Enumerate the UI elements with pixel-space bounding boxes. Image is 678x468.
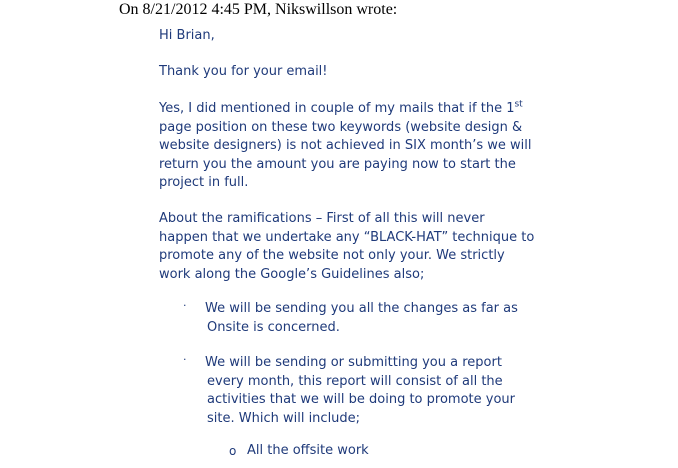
list-item-line: every month, this report will consist of all the xyxy=(207,373,503,389)
paragraph-line: website designers) is not achieved in SIX month’s we will xyxy=(159,138,532,153)
paragraph-line: About the ramifications – First of all this will never xyxy=(159,211,485,226)
bullet-dot-icon: · xyxy=(183,299,187,312)
greeting-line: Hi Brian, xyxy=(159,28,215,43)
sub-bullet-circle-icon: o xyxy=(229,444,237,458)
list-item xyxy=(205,354,515,428)
paragraph-line-text: Yes, I did mentioned in couple of my mails that if the 1 xyxy=(159,101,515,116)
list-item-line: We will be sending or submitting you a report xyxy=(205,355,502,370)
paragraph-ramifications xyxy=(159,210,535,284)
paragraph-line: return you the amount you are paying now to start the xyxy=(159,156,516,172)
paragraph-refund-guarantee xyxy=(159,99,532,193)
paragraph-line: happen that we undertake any “BLACK-HAT” technique to xyxy=(159,229,535,245)
paragraph-line: promote any of the website not only your. We strictly xyxy=(159,248,505,263)
ordinal-superscript: st xyxy=(514,99,523,110)
sub-list-item: All the offsite work xyxy=(247,443,369,458)
list-item-line: site. Which will include; xyxy=(207,410,361,426)
paragraph-line xyxy=(159,100,529,119)
paragraph-line: work along the Google’s Guidelines also; xyxy=(159,266,425,282)
list-item xyxy=(205,300,518,337)
list-item-line: activities that we will be doing to promote your xyxy=(207,392,515,407)
quote-header: On 8/21/2012 4:45 PM, Nikswillson wrote: xyxy=(119,1,398,18)
list-item-line: Onsite is concerned. xyxy=(207,319,340,335)
paragraph-line: project in full. xyxy=(159,175,249,190)
list-item-line: We will be sending you all the changes as far as xyxy=(205,301,518,316)
thanks-line: Thank you for your email! xyxy=(159,64,328,79)
paragraph-line: page position on these two keywords (website design & xyxy=(159,119,523,135)
bullet-dot-icon: · xyxy=(183,353,187,366)
